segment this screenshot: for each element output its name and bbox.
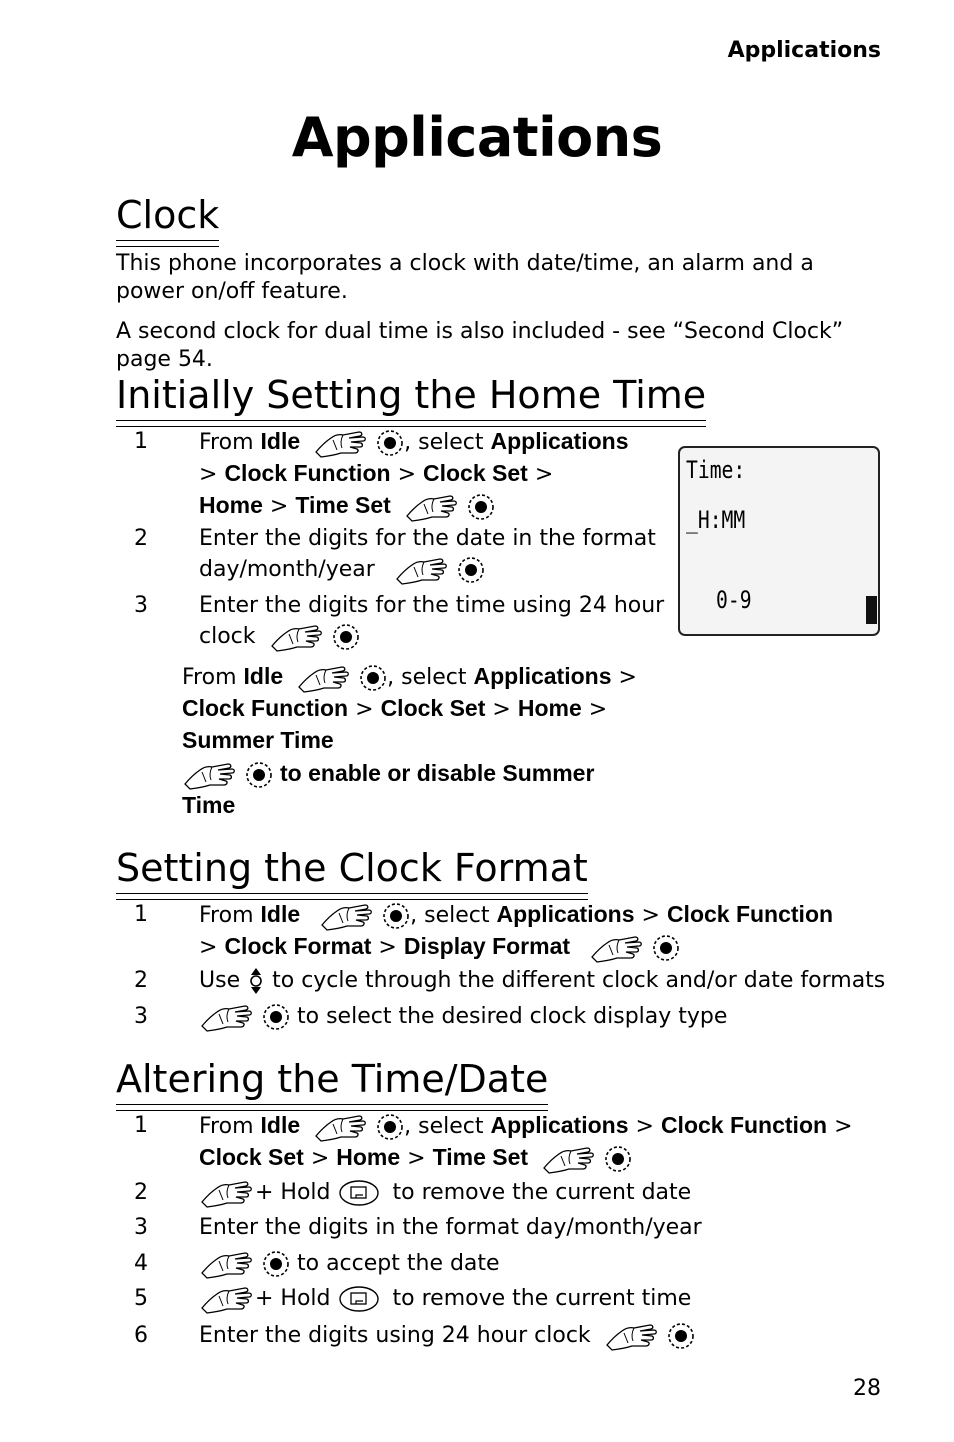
hand-pointer-icon [313, 428, 369, 458]
select-key-icon [262, 1003, 290, 1031]
hand-pointer-icon [199, 1178, 255, 1208]
step-number: 3 [134, 593, 148, 618]
hand-pointer-icon [199, 1284, 255, 1314]
section-heading-text: Clock [116, 193, 220, 237]
select-key-icon [376, 429, 404, 457]
alter-step-5: + Hold to remove the current time [199, 1283, 691, 1314]
page-number: 28 [853, 1376, 881, 1401]
hand-pointer-icon [269, 622, 325, 652]
select-key-icon [262, 1250, 290, 1278]
step-number: 3 [134, 1004, 148, 1029]
dual-clock-paragraph: A second clock for dual time is also included - see “Second Clock” page 54. [116, 319, 844, 372]
section-heading-home-time [116, 373, 706, 417]
hand-pointer-icon [313, 1112, 369, 1142]
alter-step-4: to accept the date [199, 1248, 500, 1279]
alter-step-3: Enter the digits in the format day/month/year [199, 1215, 702, 1240]
select-key-icon [359, 664, 387, 692]
home-time-step-1: From Idle , select Applications > Clock Function > Clock Set > Home > Time Set [199, 426, 629, 522]
step-number: 4 [134, 1251, 148, 1276]
select-key-icon [652, 934, 680, 962]
hand-pointer-icon [541, 1144, 597, 1174]
hand-pointer-icon [199, 1002, 255, 1032]
phone-lcd-display [678, 446, 880, 636]
running-header: Applications [727, 38, 881, 63]
hand-pointer-icon [182, 760, 238, 790]
hand-pointer-icon [296, 663, 352, 693]
hand-pointer-icon [199, 1249, 255, 1279]
page-title: Applications [291, 106, 663, 169]
step-number: 1 [134, 902, 148, 927]
lcd-line-1: Time: [686, 456, 746, 484]
hand-pointer-icon [589, 933, 645, 963]
summer-time-instructions: From Idle , select Applications > Clock Function > Clock Set > Home > Summer Time [182, 663, 637, 753]
step-number: 2 [134, 1180, 148, 1205]
select-key-icon [467, 493, 495, 521]
nav-updown-icon [247, 966, 265, 996]
select-key-icon [457, 556, 485, 584]
hand-pointer-icon [319, 901, 375, 931]
select-key-icon [604, 1145, 632, 1173]
hand-pointer-icon [404, 492, 460, 522]
step-number: 5 [134, 1286, 148, 1311]
clock-intro-paragraph: This phone incorporates a clock with date/time, an alarm and a power on/off feature. [116, 251, 814, 304]
section-heading-clock [116, 193, 219, 237]
clock-format-step-3: to select the desired clock display type [199, 1001, 727, 1032]
hand-pointer-icon [394, 555, 450, 585]
step-number: 1 [134, 1113, 148, 1138]
heading-rule [116, 240, 219, 247]
step-number: 3 [134, 1215, 148, 1240]
step-number: 1 [134, 429, 148, 454]
section-heading-clock-format [116, 846, 588, 890]
step-number: 6 [134, 1323, 148, 1348]
step-number: 2 [134, 526, 148, 551]
section-heading-alter-time-date [116, 1057, 548, 1101]
select-key-icon [376, 1113, 404, 1141]
select-key-icon [332, 623, 360, 651]
select-key-icon [382, 902, 410, 930]
select-key-icon [667, 1322, 695, 1350]
clear-key-icon [338, 1178, 380, 1208]
alter-step-6: Enter the digits using 24 hour clock [199, 1320, 695, 1351]
hand-pointer-icon [604, 1321, 660, 1351]
clear-key-icon [338, 1284, 380, 1314]
alter-step-2: + Hold to remove the current date [199, 1177, 691, 1208]
clock-format-step-2: Use to cycle through the different clock and/or date formats [199, 965, 885, 996]
lcd-cursor [866, 596, 877, 624]
section-heading-text: Setting the Clock Format [116, 846, 588, 890]
home-time-step-3: Enter the digits for the time using 24 hour clock [199, 590, 664, 652]
home-time-step-2: Enter the digits for the date in the format day/month/year [199, 523, 656, 585]
alter-step-1: From Idle , select Applications > Clock Function > Clock Set > Home > Time Set [199, 1110, 899, 1174]
lcd-line-3: 0-9 [716, 586, 752, 614]
clock-format-step-1: From Idle , select Applications > Clock Function > Clock Format > Display Format [199, 899, 889, 963]
section-heading-text: Altering the Time/Date [116, 1057, 549, 1101]
step-number: 2 [134, 968, 148, 993]
lcd-line-2: _H:MM [686, 506, 746, 534]
section-heading-text: Initially Setting the Home Time [116, 373, 707, 417]
select-key-icon [245, 761, 273, 789]
summer-time-toggle-instruction: to enable or disable Summer Time [182, 760, 595, 818]
